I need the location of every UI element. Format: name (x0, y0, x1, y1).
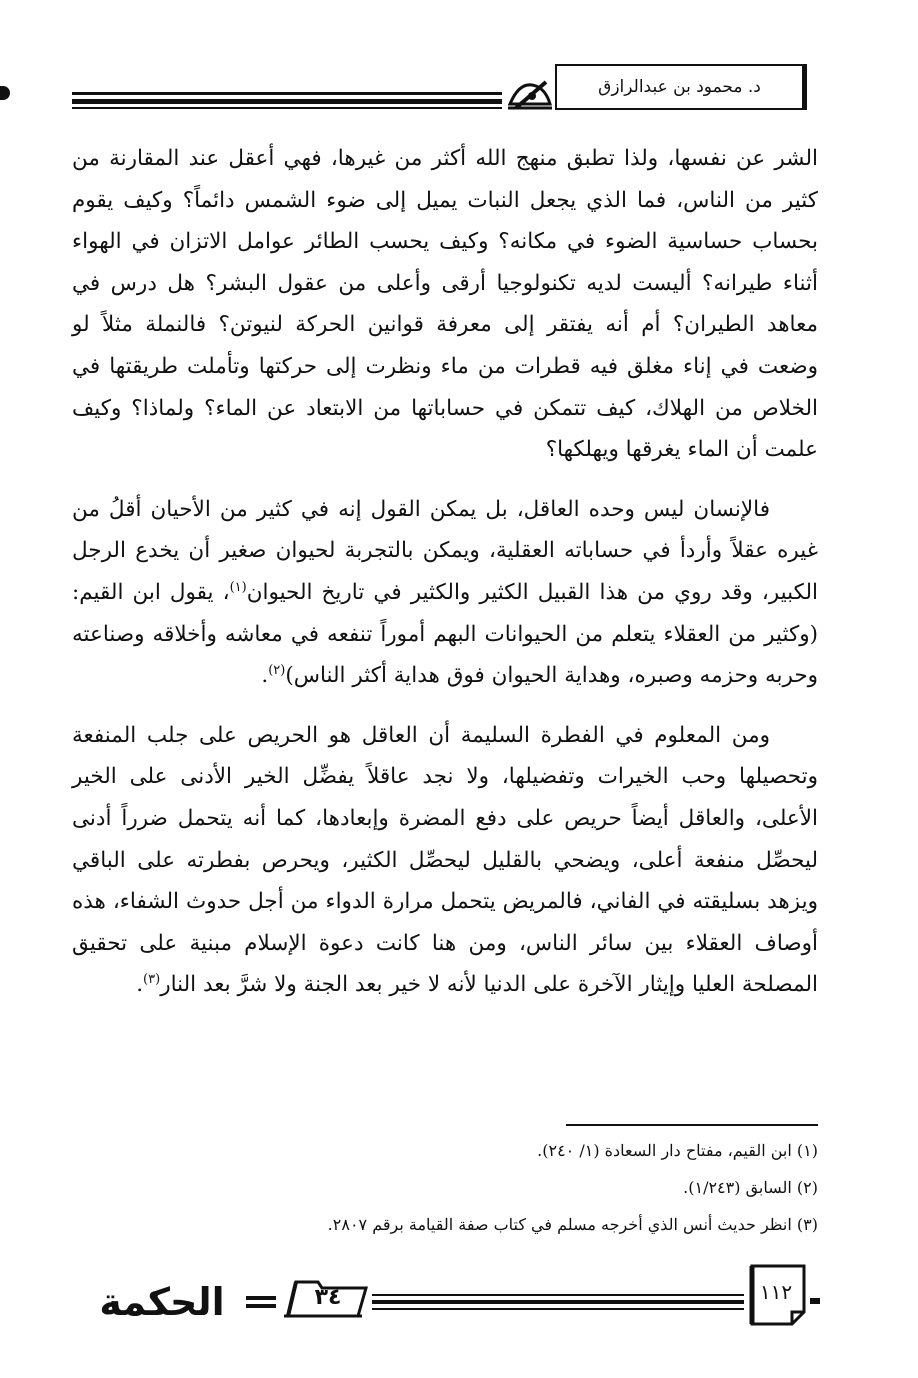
pen-icon (506, 74, 554, 114)
paragraph-text: فالإنسان ليس وحده العاقل، بل يمكن القول إنه في كثير من الأحيان أقلُ من غيره عقلاً وأردأ في حساباته العقلية، ويمكن بالتجربة لحيوان صغير أن يخدع الرجل الكبير، وقد روي من هذا القبيل الكثير والكثير في تاريخ الحيوان (72, 496, 819, 605)
footnote-1: (١) ابن القيم، مفتاح دار السعادة (١/ ٢٤٠). (537, 1141, 818, 1160)
paragraph-2 (72, 489, 818, 697)
footnote-separator (566, 1124, 818, 1126)
paragraph-text: ، يقول ابن القيم: (وكثير من العقلاء يتعلم من الحيوانات البهم أموراً تنفعه في معاشه وأخلاقه وصناعته وحربه وحزمه وصبره، وهداية الحيوان فوق هداية أكثر الناس) (72, 579, 818, 689)
footnotes (72, 1132, 818, 1243)
paragraph-1 (72, 138, 818, 471)
footnote-ref-3[interactable]: (٣) (143, 972, 161, 988)
paragraph-3 (72, 715, 818, 1006)
footnote-ref-2[interactable]: (٢) (268, 662, 286, 678)
page-number-tick (810, 1298, 820, 1304)
paragraph-text: . (261, 663, 269, 689)
issue-number: ٣٤ (314, 1285, 342, 1310)
edge-bullet-mark (0, 86, 10, 100)
footer-dash-mark (246, 1294, 276, 1310)
footnote-3: (٣) انظر حديث أنس الذي أخرجه مسلم في كتاب صفة القيامة برقم ٢٨٠٧. (327, 1215, 818, 1234)
author-name: د. محمود بن عبدالرازق (555, 64, 807, 110)
article-body (72, 138, 818, 1024)
footnote-2: (٢) السابق (١/٢٤٣). (683, 1178, 818, 1197)
paragraph-text: ومن المعلوم في الفطرة السليمة أن العاقل هو الحريص على جلب المنفعة وتحصيلها وحب الخيرات وتفضيلها، ولا نجد عاقلاً يفضِّل الخير الأدنى على الخير الأعلى، والعاقل أيضاً حريص على دفع المضرة وإبعادها، كما أنه يتحمل ضرراً أدنى ليحصِّل منفعة أعلى، ويضحي بالقليل ليحصِّل الكثير، ويحرص بفطرته على الباقي ويزهد بسليقته في الفاني، فالمريض يتحمل مرارة الدواء من أجل حدوث الشفاء، هذه أوصاف العقلاء بين سائر الناس، ومن هنا كانت دعوة الإسلام مبنية على تحقيق المصلحة العليا وإيثار الآخرة على الدنيا لأنه لا خير بعد الجنة ولا شرَّ بعد النار (72, 722, 818, 998)
page-number: ١١٢ (759, 1280, 793, 1304)
footer-rule (372, 1292, 744, 1312)
header-rule (72, 88, 502, 112)
paragraph-text: الشر عن نفسها، ولذا تطبق منهج الله أكثر من غيرها، فهي أعقل عند المقارنة من كثير من الناس، فما الذي يجعل النبات يميل إلى ضوء الشمس دائماً؟ وكيف يقوم بحساب حساسية الضوء في مكانه؟ وكيف يحسب الطائر عوامل الاتزان في الهواء أثناء طيرانه؟ أليست لديه تكنولوجيا أرقى وأعلى من عقول البشر؟ هل درس في معاهد الطيران؟ أم أنه يفتقر إلى معرفة قوانين الحركة لنيوتن؟ فالنملة مثلاً لو وضعت في إناء مغلق فيه قطرات من ماء ونظرت إلى حركتها وتأملت طريقتها في الخلاص من الهلاك، كيف تتمكن في حساباتها من الابتعاد عن الماء؟ ولماذا؟ وكيف علمت أن الماء يغرقها ويهلكها؟ (72, 146, 818, 463)
paragraph-text: . (136, 972, 144, 998)
magazine-logo: الحكمة (99, 1280, 225, 1324)
footnote-ref-1[interactable]: (١) (229, 579, 247, 595)
